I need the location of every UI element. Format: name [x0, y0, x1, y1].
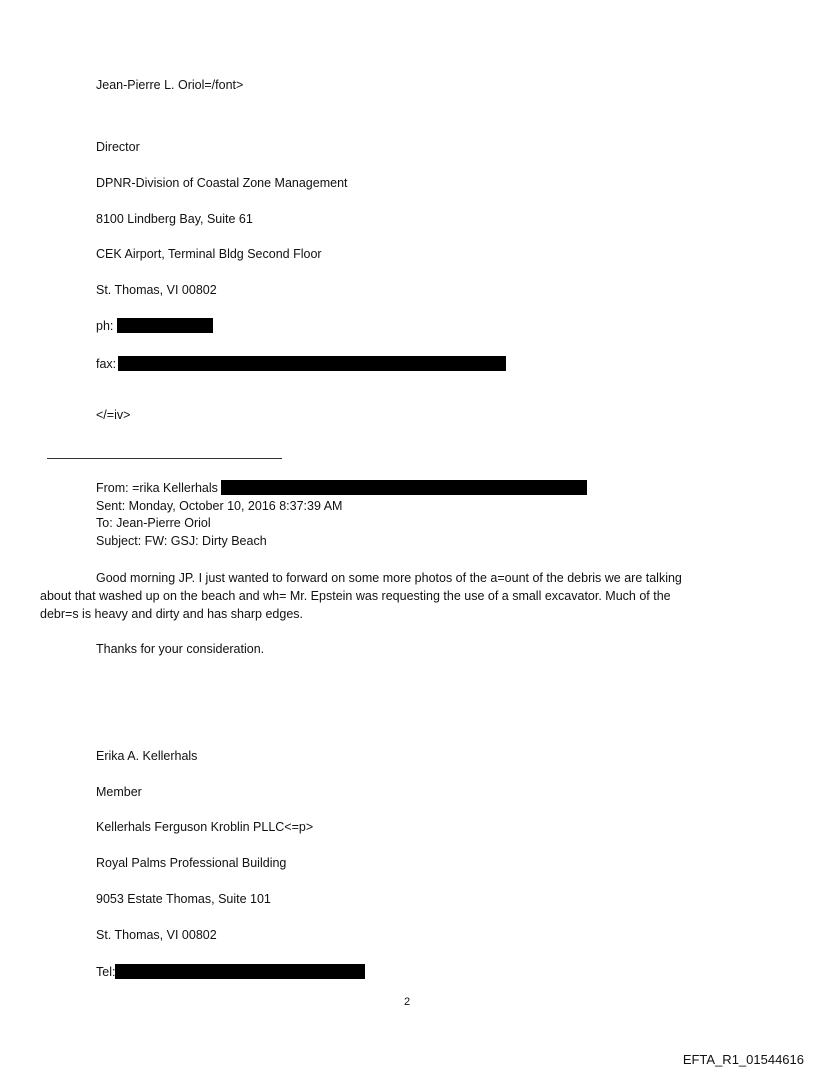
signer-address: 9053 Estate Thomas, Suite 101 — [96, 892, 271, 906]
from-text: From: =rika Kellerhals — [96, 481, 218, 495]
phone-label: ph: — [96, 319, 114, 333]
email-thanks: Thanks for your consideration. — [96, 642, 265, 656]
sender-name: Jean-Pierre L. Oriol=/font> — [96, 78, 244, 92]
email-to: To: Jean-Pierre Oriol — [96, 516, 211, 530]
sender-phone — [96, 318, 213, 334]
sender-city: St. Thomas, VI 00802 — [96, 283, 217, 297]
body-line: Good morning JP. I just wanted to forward on some more photos of the a=ount of the debris we are talking — [96, 571, 682, 585]
redaction-block — [117, 318, 213, 333]
sender-fax — [96, 356, 506, 372]
signer-name: Erika A. Kellerhals — [96, 749, 198, 763]
sender-title: Director — [96, 140, 140, 154]
signer-city: St. Thomas, VI 00802 — [96, 928, 217, 942]
email-subject: Subject: FW: GSJ: Dirty Beach — [96, 534, 267, 548]
email-from — [96, 480, 587, 496]
signer-org: Kellerhals Ferguson Kroblin PLLC<=p> — [96, 820, 314, 834]
sender-address-1: 8100 Lindberg Bay, Suite 61 — [96, 212, 253, 226]
redaction-block — [221, 480, 587, 495]
signer-title: Member — [96, 785, 142, 799]
redaction-block — [118, 356, 506, 371]
document-id: EFTA_R1_01544616 — [682, 1052, 804, 1067]
body-line: about that washed up on the beach and wh= Mr. Epstein was requesting the use of a small excavator. Much of the — [40, 589, 671, 603]
tel-label: Tel: — [96, 965, 116, 979]
closing-tag: </=iv> — [96, 408, 131, 422]
signer-tel — [96, 964, 365, 980]
sender-address-2: CEK Airport, Terminal Bldg Second Floor — [96, 247, 322, 261]
email-body — [40, 569, 780, 623]
signer-building: Royal Palms Professional Building — [96, 856, 287, 870]
redaction-block — [115, 964, 365, 979]
separator-rule — [47, 458, 282, 459]
email-sent: Sent: Monday, October 10, 2016 8:37:39 AM — [96, 499, 343, 513]
sender-org: DPNR-Division of Coastal Zone Management — [96, 176, 348, 190]
page-number: 2 — [404, 996, 411, 1008]
body-line: debr=s is heavy and dirty and has sharp edges. — [40, 607, 304, 621]
fax-label: fax: — [96, 357, 117, 371]
